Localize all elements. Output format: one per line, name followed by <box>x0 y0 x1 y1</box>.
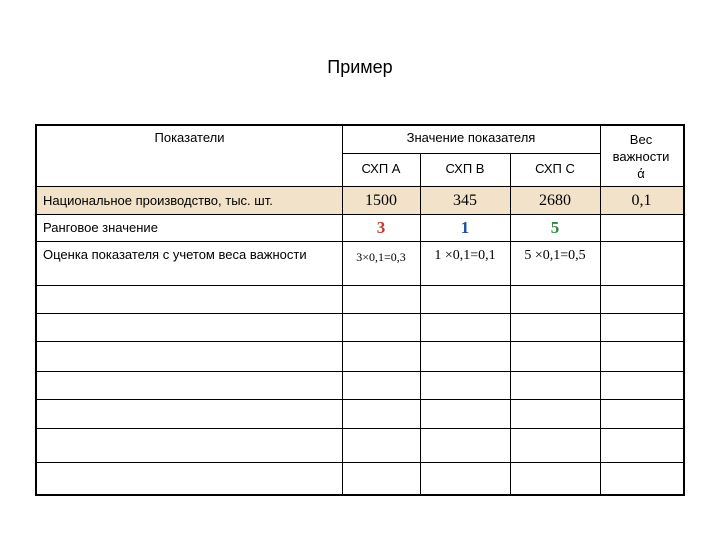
row-divider <box>37 313 683 314</box>
cell-weight: 0,1 <box>631 192 652 209</box>
row-label: Национальное производство, тыс. шт. <box>43 193 273 208</box>
rank-value-b: 1 <box>460 218 470 237</box>
row-divider <box>37 341 683 342</box>
cell-formula: 1 ×0,1=0,1 <box>434 248 496 263</box>
row-divider <box>37 462 683 463</box>
col-divider <box>600 126 601 494</box>
header-col-c: СХП С <box>535 161 575 176</box>
slide-title: Пример <box>327 57 393 77</box>
row-divider <box>37 186 683 187</box>
row-divider <box>37 285 683 286</box>
cell-value: 345 <box>453 192 477 209</box>
rank-value-a: 3 <box>376 218 386 237</box>
header-col-a: СХП А <box>361 161 401 176</box>
col-divider <box>342 126 343 494</box>
cell-formula: 3×0,1=0,3 <box>356 250 406 264</box>
header-value: Значение показателя <box>406 130 536 145</box>
row-divider <box>37 399 683 400</box>
row-divider <box>37 241 683 242</box>
row-divider <box>37 428 683 429</box>
cell-value: 1500 <box>365 192 397 209</box>
rank-value-c: 5 <box>550 218 560 237</box>
row-divider <box>37 371 683 372</box>
header-indicators: Показатели <box>154 130 225 145</box>
row-divider <box>342 153 600 154</box>
cell-value: 2680 <box>539 192 571 209</box>
table-frame <box>35 124 685 496</box>
header-weight: Вес важности ά <box>612 132 670 181</box>
row-label: Оценка показателя с учетом веса важности <box>43 247 307 262</box>
header-col-b: СХП В <box>445 161 485 176</box>
row-divider <box>37 214 683 215</box>
cell-formula: 5 ×0,1=0,5 <box>524 248 586 263</box>
row-label: Ранговое значение <box>43 220 158 235</box>
